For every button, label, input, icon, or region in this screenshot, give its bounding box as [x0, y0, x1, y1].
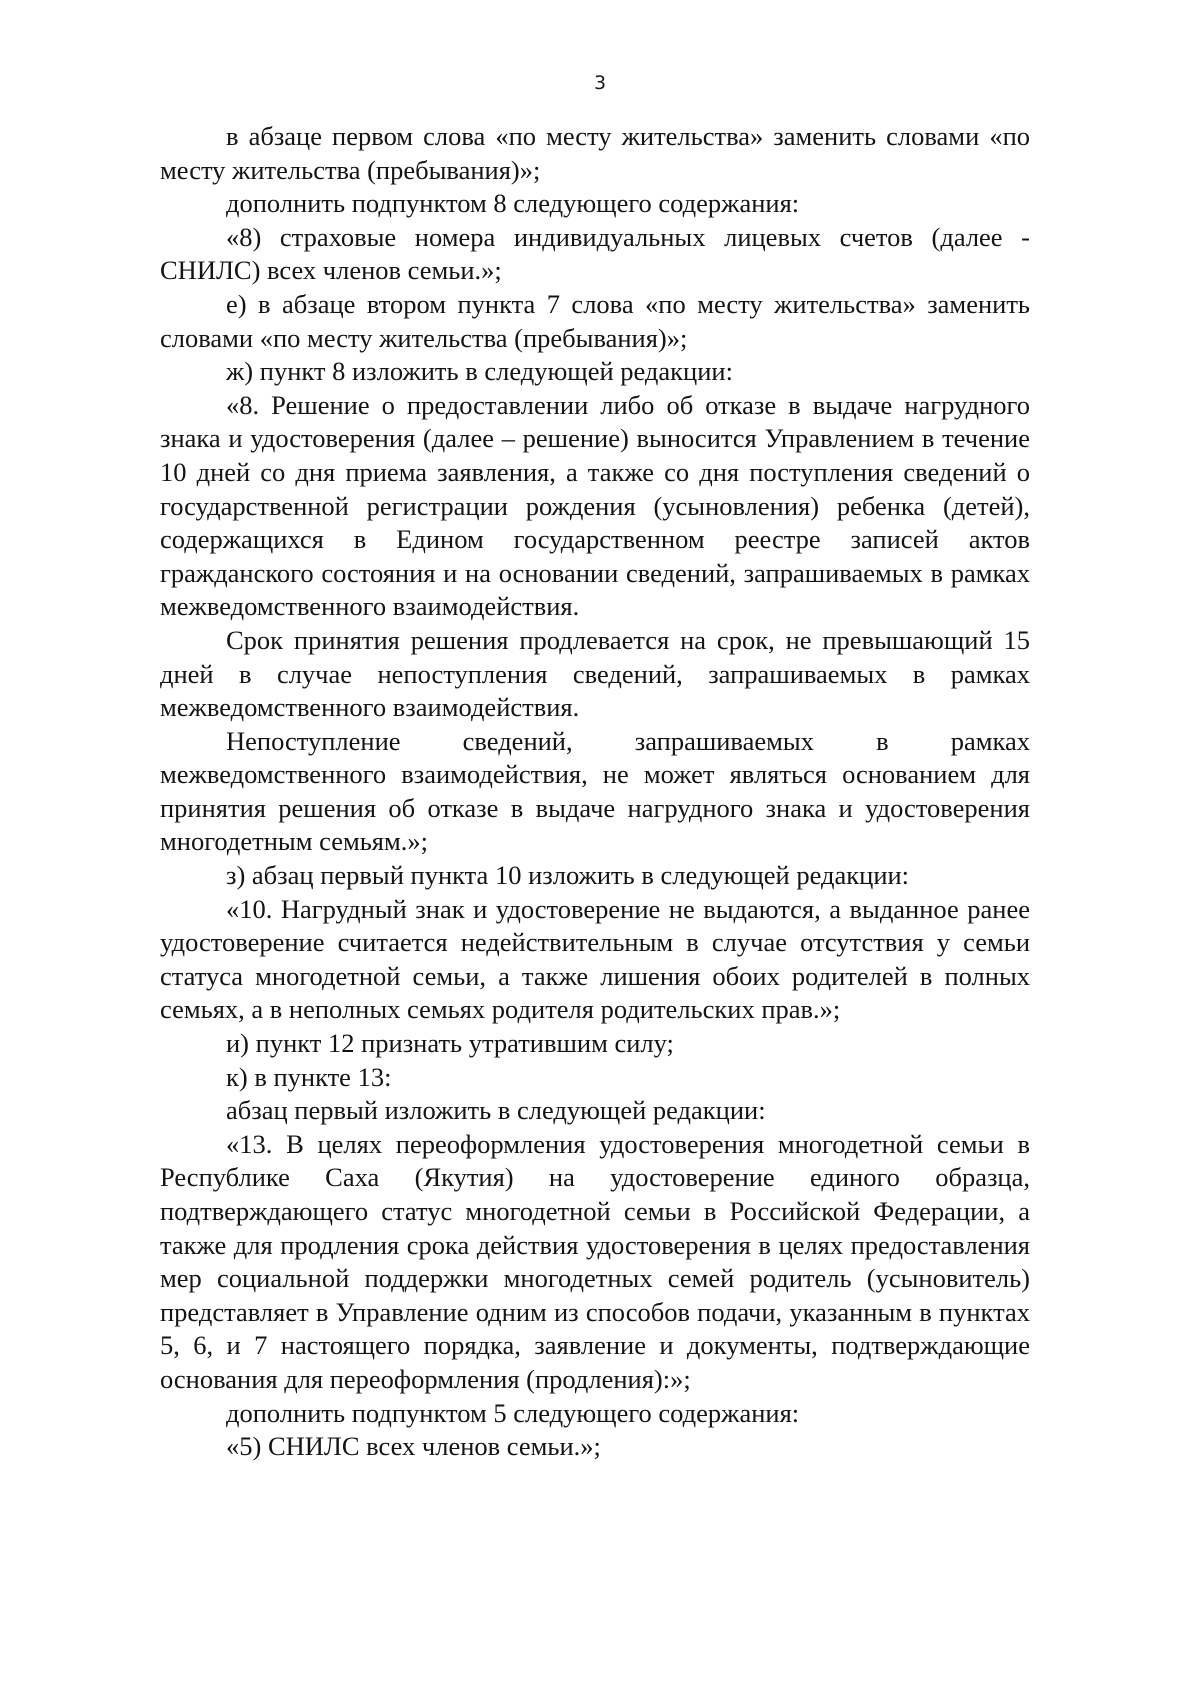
- paragraph: з) абзац первый пункта 10 изложить в следующей редакции:: [226, 860, 910, 891]
- paragraph: е) в абзаце втором пункта 7 слова «по месту жительства» заменить словами «по месту жительства (пребывания)»;: [160, 288, 1030, 353]
- paragraph: «13. В целях переоформления удостоверения многодетной семьи в Республике Саха (Якутия) на удостоверение единого образца, подтверждающего статус многодетной семьи в Российской Федерации, а также для продления срока действия удостоверения в целях предоставления мер социальной поддержки многодетных семей родитель (усыновитель) представляет в Управление одним из способов подачи, указанным в пунктах 5, 6, и 7 настоящего порядка, заявление и документы, подтверждающие основания для переоформления (продления):»;: [160, 1128, 1030, 1394]
- paragraph: к) в пункте 13:: [226, 1061, 392, 1092]
- paragraph: «8) страховые номера индивидуальных лицевых счетов (далее - СНИЛС) всех членов семьи.»;: [160, 221, 1030, 286]
- paragraph: дополнить подпунктом 8 следующего содержания:: [226, 188, 800, 219]
- paragraph: Срок принятия решения продлевается на срок, не превышающий 15 дней в случае непоступления сведений, запрашиваемых в рамках межведомственного взаимодействия.: [160, 624, 1030, 723]
- paragraph: дополнить подпунктом 5 следующего содержания:: [226, 1397, 800, 1428]
- paragraph: «8. Решение о предоставлении либо об отказе в выдаче нагрудного знака и удостоверения (далее – решение) выносится Управлением в течение 10 дней со дня приема заявления, а также со дня поступления сведений о государственной регистрации рождения (усыновления) ребенка (детей), содержащихся в Едином государственном реестре записей актов гражданского состояния и на основании сведений, запрашиваемых в рамках межведомственного взаимодействия.: [160, 389, 1030, 622]
- paragraph: Непоступление сведений, запрашиваемых в рамках межведомственного взаимодействия, не может являться основанием для принятия решения об отказе в выдаче нагрудного знака и удостоверения многодетным семьям.»;: [160, 725, 1030, 857]
- paragraph: ж) пункт 8 изложить в следующей редакции:: [226, 356, 733, 387]
- document-body: [160, 120, 1030, 1464]
- paragraph: «10. Нагрудный знак и удостоверение не выдаются, а выданное ранее удостоверение считается недействительным в случае отсутствия у семьи статуса многодетной семьи, а также лишения обоих родителей в полных семьях, а в неполных семьях родителя родительских прав.»;: [160, 893, 1030, 1025]
- paragraph: в абзаце первом слова «по месту жительства» заменить словами «по месту жительства (пребывания)»;: [160, 121, 1030, 185]
- paragraph: абзац первый изложить в следующей редакции:: [226, 1095, 766, 1126]
- paragraph: «5) СНИЛС всех членов семьи.»;: [226, 1431, 601, 1462]
- page-number: 3: [593, 72, 607, 94]
- paragraph: и) пункт 12 признать утратившим силу;: [226, 1028, 674, 1059]
